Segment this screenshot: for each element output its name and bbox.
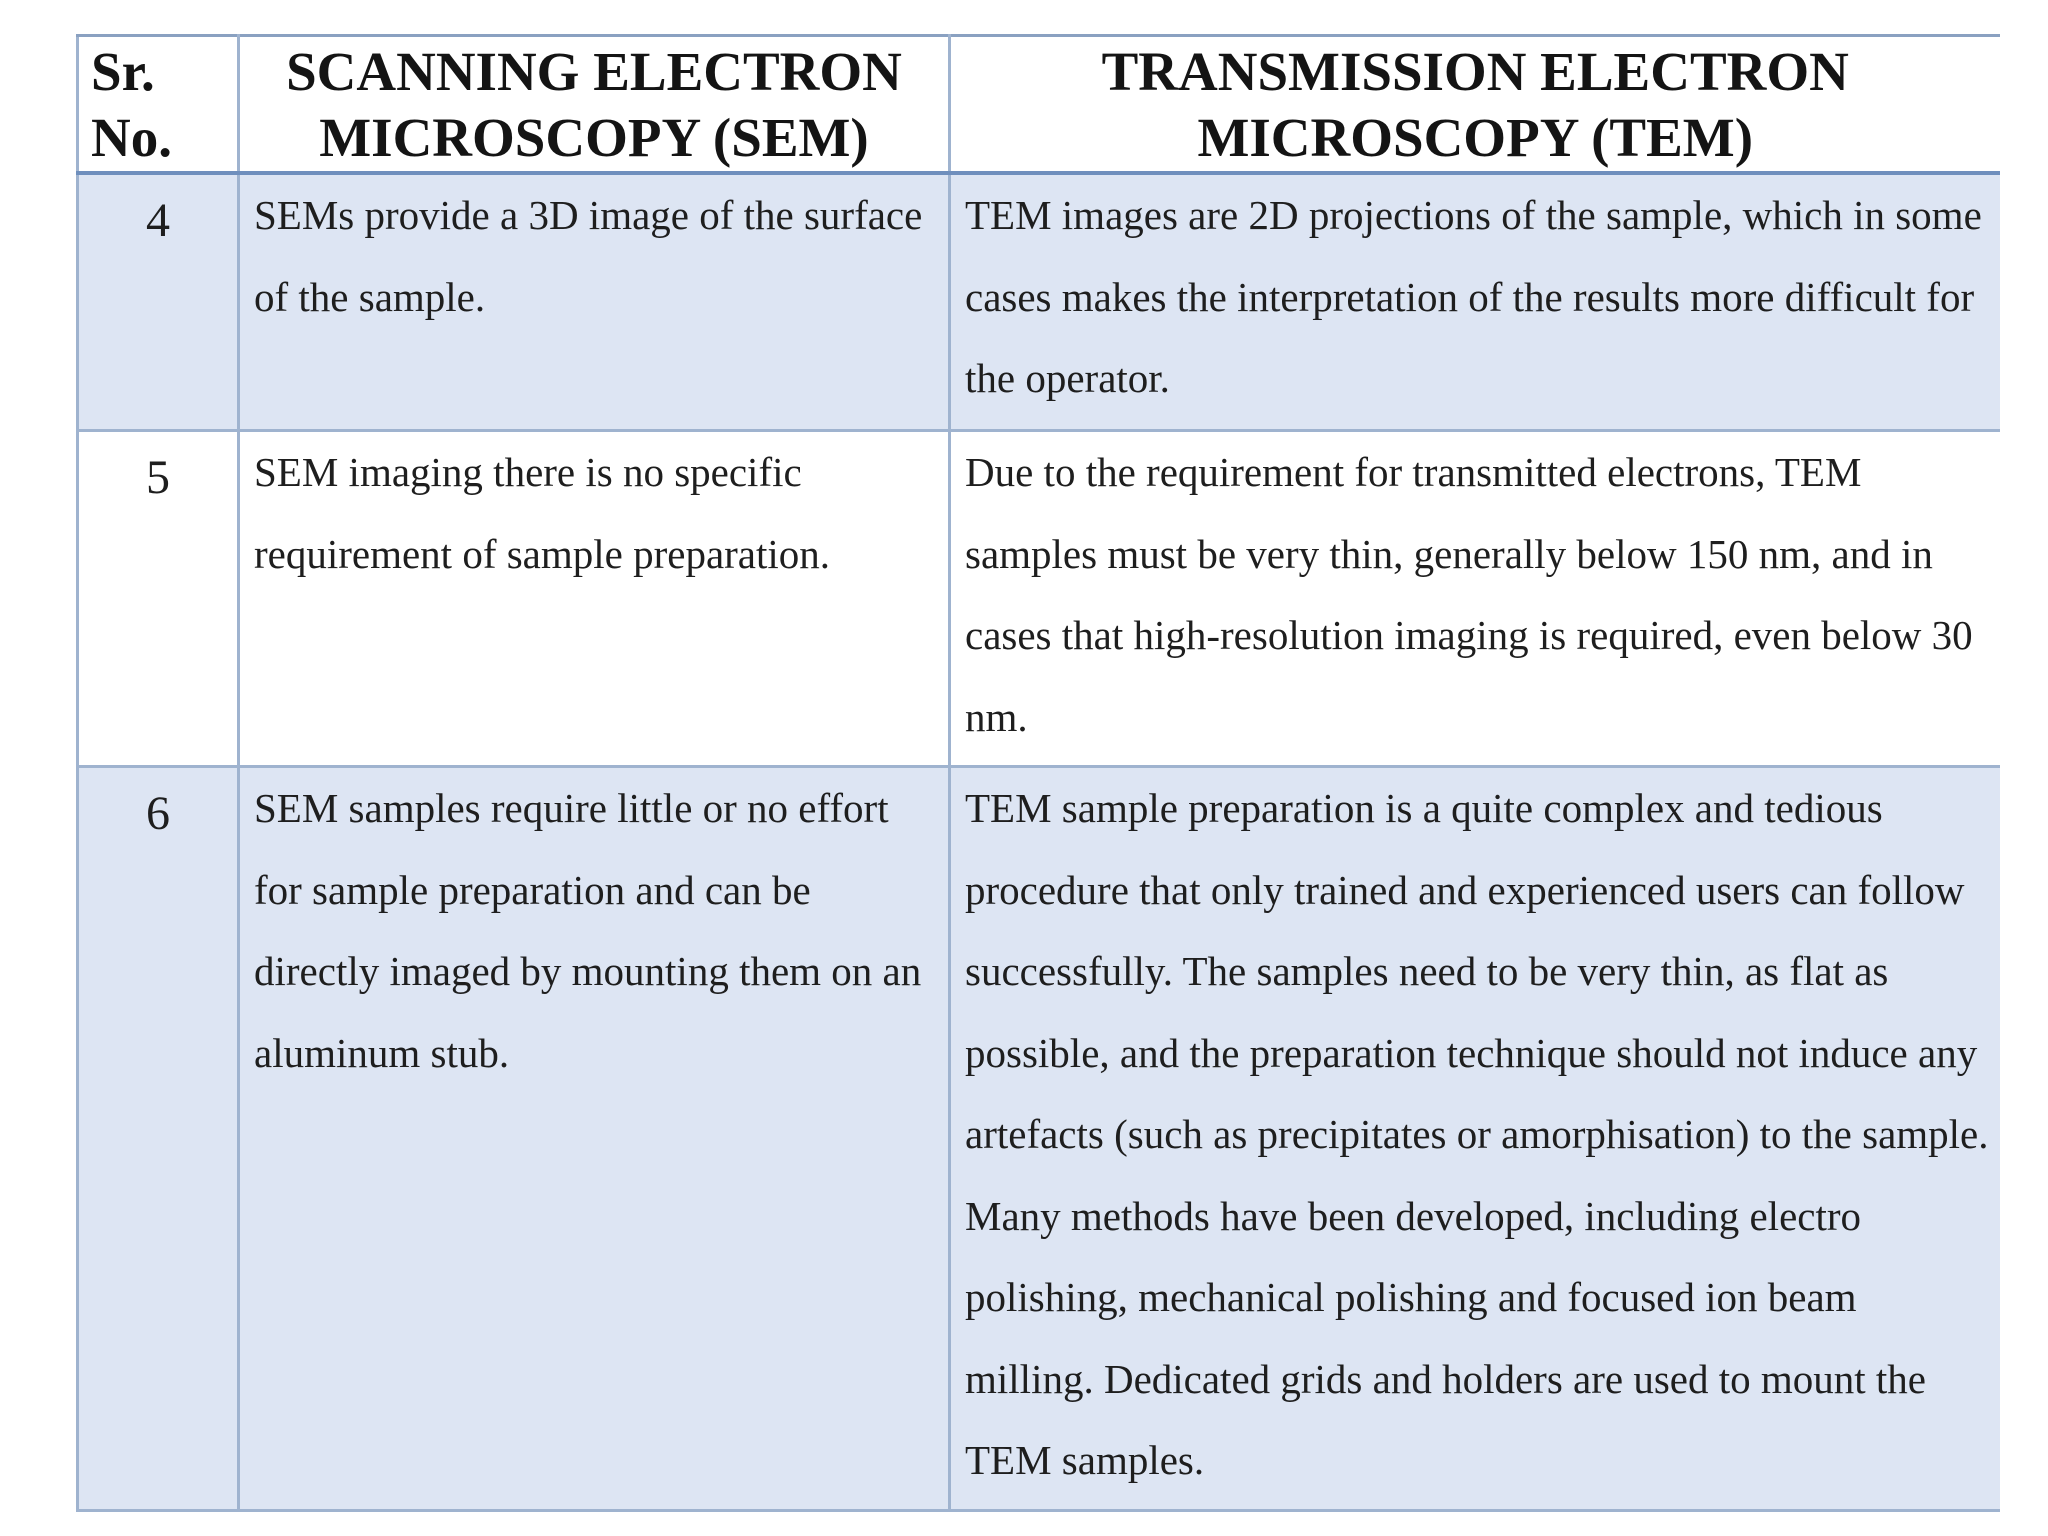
tem-cell: Due to the requirement for transmitted electrons, TEM samples must be very thin, generally below 150 nm, and in cases that high-resolution imaging is required, even below 30 nm. bbox=[950, 431, 2000, 767]
header-tem: TRANSMISSION ELECTRON MICROSCOPY (TEM) bbox=[950, 36, 2000, 174]
table-header bbox=[78, 36, 2000, 174]
tem-cell: TEM sample preparation is a quite complex and tedious procedure that only trained and experienced users can follow successfully. The samples need to be very thin, as flat as possible, and the preparation technique should not induce any artefacts (such as precipitates or amorphisation) to the sample. Many methods have been developed, including electro polishing, mechanical polishing and focused ion beam milling. Dedicated grids and holders are used to mount the TEM samples. bbox=[950, 767, 2000, 1511]
table-row bbox=[78, 431, 2000, 767]
header-sem: SCANNING ELECTRON MICROSCOPY (SEM) bbox=[239, 36, 950, 174]
row-number: 5 bbox=[78, 431, 239, 767]
row-number: 4 bbox=[78, 173, 239, 431]
table-body bbox=[78, 173, 2000, 1511]
table-row bbox=[78, 173, 2000, 431]
sem-cell: SEM samples require little or no effort for sample preparation and can be directly imaged by mounting them on an aluminum stub. bbox=[239, 767, 950, 1511]
sem-tem-comparison-table bbox=[76, 34, 2000, 1512]
header-sr-no: Sr. No. bbox=[78, 36, 239, 174]
table-row bbox=[78, 767, 2000, 1511]
sem-cell: SEM imaging there is no specific requirement of sample preparation. bbox=[239, 431, 950, 767]
header-row bbox=[78, 36, 2000, 174]
tem-cell: TEM images are 2D projections of the sample, which in some cases makes the interpretation of the results more difficult for the operator. bbox=[950, 173, 2000, 431]
sem-cell: SEMs provide a 3D image of the surface of the sample. bbox=[239, 173, 950, 431]
row-number: 6 bbox=[78, 767, 239, 1511]
